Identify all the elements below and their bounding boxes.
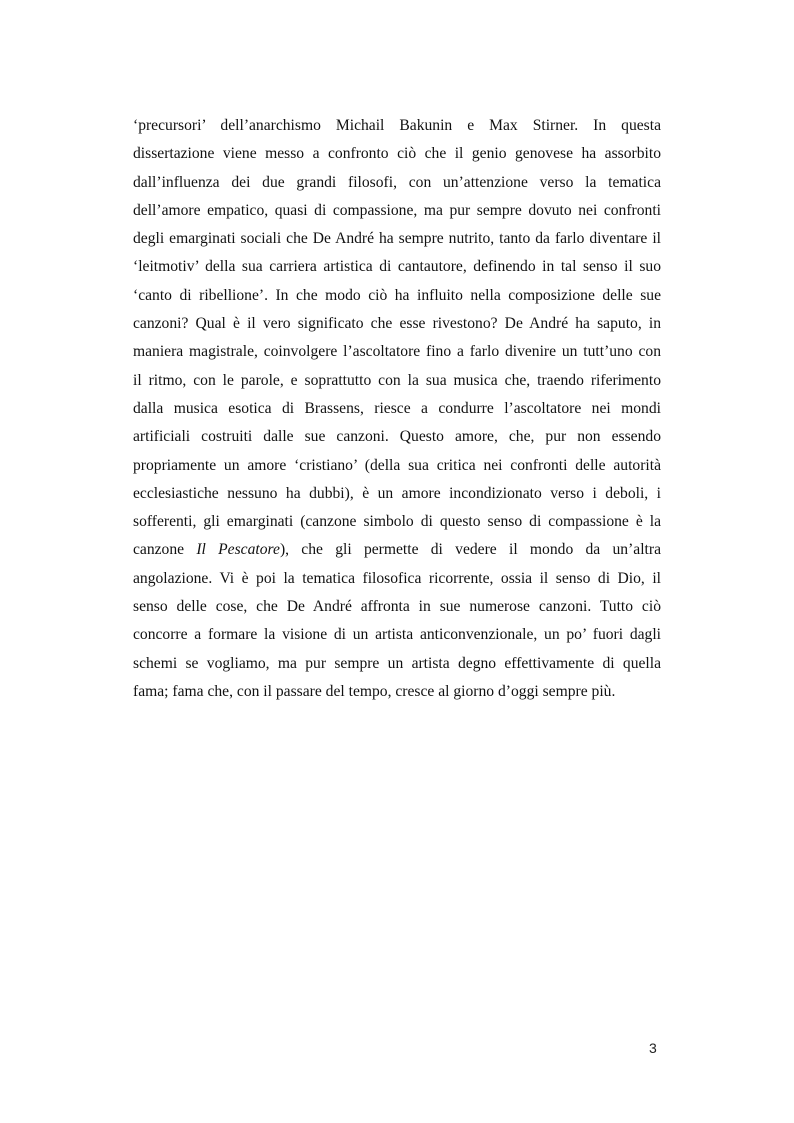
text-line: dell’amore empatico, quasi di compassione, ma pur sempre dovuto nei confronti xyxy=(133,201,661,219)
text-line: ‘canto di ribellione’. In che modo ciò ha influito nella composizione delle sue xyxy=(133,286,661,304)
text-line: concorre a formare la visione di un artista anticonvenzionale, un po’ fuori dagli xyxy=(133,626,661,644)
text-line: ecclesiastiche nessuno ha dubbi), è un amore incondizionato verso i deboli, i xyxy=(133,484,661,502)
text-line: dall’influenza dei due grandi filosofi, con un’attenzione verso la tematica xyxy=(133,173,661,191)
text-line: angolazione. Vi è poi la tematica filosofica ricorrente, ossia il senso di Dio, il xyxy=(133,569,661,587)
song-title: Il Pescatore xyxy=(196,541,280,559)
text-line: senso delle cose, che De André affronta in sue numerose canzoni. Tutto ciò xyxy=(133,598,661,616)
text-line-last: fama; fama che, con il passare del tempo, cresce al giorno d’oggi sempre più. xyxy=(133,682,616,700)
text-line: artificiali costruiti dalle sue canzoni. Questo amore, che, pur non essendo xyxy=(133,428,661,446)
text-line: il ritmo, con le parole, e soprattutto con la sua musica che, traendo riferimento xyxy=(133,371,661,389)
text-line-song-title xyxy=(133,536,661,564)
text-line: dissertazione viene messo a confronto ciò che il genio genovese ha assorbito xyxy=(133,145,661,163)
body-paragraph xyxy=(133,112,661,706)
page-number: 3 xyxy=(649,1040,657,1056)
text-line: ‘leitmotiv’ della sua carriera artistica di cantautore, definendo in tal senso il suo xyxy=(133,258,661,276)
text-line: schemi se vogliamo, ma pur sempre un artista degno effettivamente di quella xyxy=(133,654,661,672)
text-line: propriamente un amore ‘cristiano’ (della sua critica nei confronti delle autorità xyxy=(133,456,661,474)
text-line: canzoni? Qual è il vero significato che esse rivestono? De André ha saputo, in xyxy=(133,315,661,333)
text-line: sofferenti, gli emarginati (canzone simbolo di questo senso di compassione è la xyxy=(133,513,661,531)
text-line: ‘precursori’ dell’anarchismo Michail Bakunin e Max Stirner. In questa xyxy=(133,117,661,134)
text-line: degli emarginati sociali che De André ha sempre nutrito, tanto da farlo diventare il xyxy=(133,230,661,248)
text-line: maniera magistrale, coinvolgere l’ascoltatore fino a farlo divenire un tutt’uno con xyxy=(133,343,661,361)
text-segment: ), che gli permette di vedere il mondo da un’altra xyxy=(279,541,661,559)
text-line: dalla musica esotica di Brassens, riesce a condurre l’ascoltatore nei mondi xyxy=(133,399,661,417)
text-segment: canzone xyxy=(133,541,197,559)
